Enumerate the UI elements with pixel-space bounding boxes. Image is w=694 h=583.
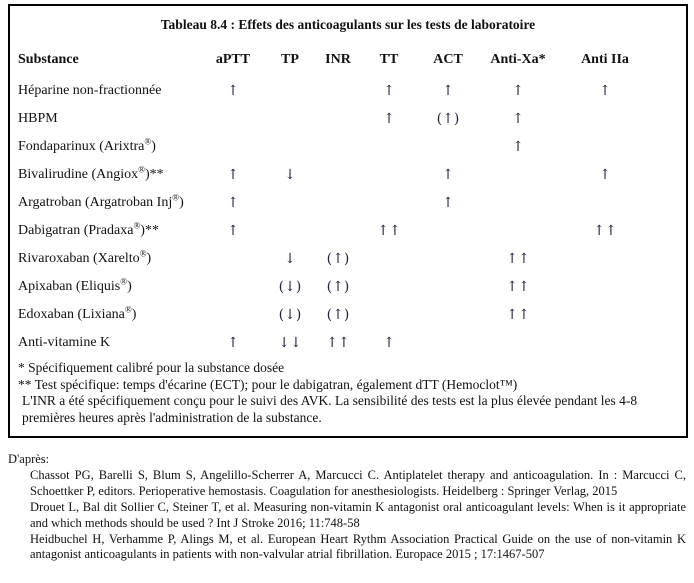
registered-mark: ® [172, 192, 180, 203]
table-row-argatroban [18, 189, 651, 217]
column-header-substance: Substance [18, 52, 79, 67]
registered-mark: ® [120, 276, 128, 287]
effect-cell-aptt: ↑ [227, 83, 239, 99]
effect-cell-tp: ↓↓ [278, 335, 302, 351]
effect-cell-anti-iia: ↑ [599, 167, 611, 183]
substance-cell: Edoxaban (Lixiana®) [18, 304, 137, 322]
effect-cell-inr [317, 161, 359, 189]
effect-cell-tt [359, 245, 419, 273]
column-header-aptt: aPTT [215, 52, 251, 67]
effect-cell-anti-iia [559, 105, 651, 133]
substance-cell: Dabigatran (Pradaxa®)** [18, 220, 159, 238]
effect-cell-anti-xa [477, 329, 559, 357]
effect-cell-aptt: ↑ [227, 223, 239, 239]
anticoagulant-effects-table [18, 43, 651, 357]
effect-cell-tt [359, 133, 419, 161]
column-header-inr: INR [325, 52, 351, 67]
substance-cell: Rivaroxaban (Xarelto®) [18, 248, 152, 266]
effect-cell-anti-xa: ↑ [512, 83, 524, 99]
effect-cell-anti-iia [559, 189, 651, 217]
effect-cell-aptt [203, 301, 263, 329]
table-row-dabigatran [18, 217, 651, 245]
effect-cell-inr [317, 217, 359, 245]
effect-cell-anti-iia: ↑↑ [593, 223, 617, 239]
effect-cell-anti-iia [559, 301, 651, 329]
registered-mark: ® [138, 164, 145, 175]
effect-cell-anti-xa [477, 217, 559, 245]
table-header-row [18, 43, 651, 77]
effect-cell-tp [263, 217, 317, 245]
table-row-anti-vitamine-k [18, 329, 651, 357]
references-section [8, 452, 686, 563]
table-row-heparine [18, 77, 651, 105]
reference-heidbuchel: Heidbuchel H, Verhamme P, Alings M, et al. European Heart Rythm Association Practical Guide on the use of non-vitamin K antagonist anticoagulants in patients with non-valvular atrial fibrillation. Europace 2015 ; 17:1467-507 [30, 531, 686, 562]
effect-cell-act [419, 217, 477, 245]
substance-cell: Argatroban (Argatroban Inj®) [18, 192, 184, 210]
registered-mark: ® [139, 248, 147, 259]
effect-cell-act [419, 301, 477, 329]
table-row-hbpm [18, 105, 651, 133]
effect-cell-aptt: ↑ [227, 195, 239, 211]
footnote-inr-note: L'INR a été spécifiquement conçu pour le suivi des AVK. La sensibilité des tests est la plus élevée pendant les 4-8 premières heures après l'administration de la substance. [22, 393, 638, 425]
effect-cell-tt [359, 161, 419, 189]
table-row-fondaparinux [18, 133, 651, 161]
effect-cell-tp [263, 133, 317, 161]
effect-cell-anti-xa [477, 189, 559, 217]
column-header-tt: TT [379, 52, 399, 67]
effect-cell-tt [359, 189, 419, 217]
effect-cell-anti-iia: ↑ [599, 83, 611, 99]
effect-cell-act: ↑ [442, 83, 454, 99]
effect-cell-aptt: ↑ [227, 335, 239, 351]
column-header-act: ACT [433, 52, 463, 67]
effect-cell-act [419, 329, 477, 357]
effect-cell-anti-iia [559, 329, 651, 357]
effect-cell-inr: ↑↑ [326, 335, 350, 351]
reference-chassot: Chassot PG, Barelli S, Blum S, Angelillo-Scherrer A, Marcucci C. Antiplatelet therapy and anticoagulation. In : Marcucci C, Schoettker P, editors. Perioperative hemostasis. Coagulation for anesthesiologists. Heidelberg : Springer Verlag, 2015 [30, 467, 686, 498]
effect-cell-aptt [203, 133, 263, 161]
effect-cell-tt: ↑ [383, 335, 395, 351]
effect-cell-tp [263, 189, 317, 217]
reference-drouet: Drouet L, Bal dit Sollier C, Steiner T, et al. Measuring non-vitamin K antagonist oral anticoagulant levels: When is it appropriate and which methods should be used ? Int J Stroke 2016; 11:748-58 [30, 499, 686, 530]
effect-cell-aptt [203, 273, 263, 301]
effect-cell-tt: ↑↑ [377, 223, 401, 239]
substance-cell: Anti-vitamine K [18, 335, 111, 350]
table-row-edoxaban [18, 301, 651, 329]
effect-cell-inr: (↑) [326, 251, 350, 267]
effect-cell-inr [317, 105, 359, 133]
effect-cell-tp: (↓) [278, 307, 302, 323]
column-header-anti-iia: Anti IIa [581, 52, 629, 67]
effect-cell-aptt: ↑ [227, 167, 239, 183]
effect-cell-tt [359, 273, 419, 301]
references-label: D'après: [8, 452, 50, 466]
effect-cell-tt: ↑ [383, 111, 395, 127]
effect-cell-act: ↑ [442, 167, 454, 183]
effect-cell-inr: (↑) [326, 307, 350, 323]
effect-cell-inr [317, 77, 359, 105]
table-footnotes [18, 360, 678, 426]
table-row-bivalirudine [18, 161, 651, 189]
effect-cell-act [419, 245, 477, 273]
footnote-calibration: * Spécifiquement calibré pour la substance dosée [18, 360, 285, 375]
column-header-tp: TP [281, 52, 299, 67]
effect-cell-anti-iia [559, 273, 651, 301]
effect-cell-inr [317, 133, 359, 161]
effect-cell-act [419, 133, 477, 161]
effect-cell-act [419, 273, 477, 301]
effect-cell-anti-xa: ↑ [512, 139, 524, 155]
registered-mark: ® [133, 220, 141, 231]
effect-cell-tp: ↓ [284, 167, 296, 183]
registered-mark: ® [124, 304, 132, 315]
footnote-specific-test: ** Test spécifique: temps d'écarine (ECT); pour le dabigatran, également dTT (Hemoclot™) [18, 376, 518, 392]
substance-cell: Héparine non-fractionnée [18, 83, 162, 98]
table-row-rivaroxaban [18, 245, 651, 273]
effect-cell-aptt [203, 245, 263, 273]
effect-cell-anti-xa: ↑ [512, 111, 524, 127]
effect-cell-tp: ↓ [284, 251, 296, 267]
effect-cell-tt [359, 301, 419, 329]
effect-cell-tp [263, 105, 317, 133]
effect-cell-tp [263, 77, 317, 105]
effect-cell-anti-xa: ↑↑ [506, 251, 530, 267]
effect-cell-tp: (↓) [278, 279, 302, 295]
effect-cell-inr: (↑) [326, 279, 350, 295]
effect-cell-act: ↑ [442, 195, 454, 211]
effect-cell-aptt [203, 105, 263, 133]
table-title: Tableau 8.4 : Effets des anticoagulants sur les tests de laboratoire [160, 17, 536, 32]
effect-cell-anti-iia [559, 133, 651, 161]
effect-cell-anti-xa: ↑↑ [506, 307, 530, 323]
substance-cell: Bivalirudine (Angiox®)** [18, 164, 164, 182]
substance-cell: Apixaban (Eliquis®) [18, 276, 132, 294]
lab-effects-table-box [8, 4, 688, 438]
effect-cell-anti-xa [477, 161, 559, 189]
effect-cell-act: (↑) [436, 111, 460, 127]
effect-cell-tt: ↑ [383, 83, 395, 99]
substance-cell: Fondaparinux (Arixtra®) [18, 136, 156, 154]
effect-cell-inr [317, 189, 359, 217]
effect-cell-anti-xa: ↑↑ [506, 279, 530, 295]
effect-cell-anti-iia [559, 245, 651, 273]
registered-mark: ® [144, 136, 152, 147]
substance-cell: HBPM [18, 111, 58, 126]
column-header-anti-xa: Anti-Xa* [490, 52, 546, 67]
table-row-apixaban [18, 273, 651, 301]
